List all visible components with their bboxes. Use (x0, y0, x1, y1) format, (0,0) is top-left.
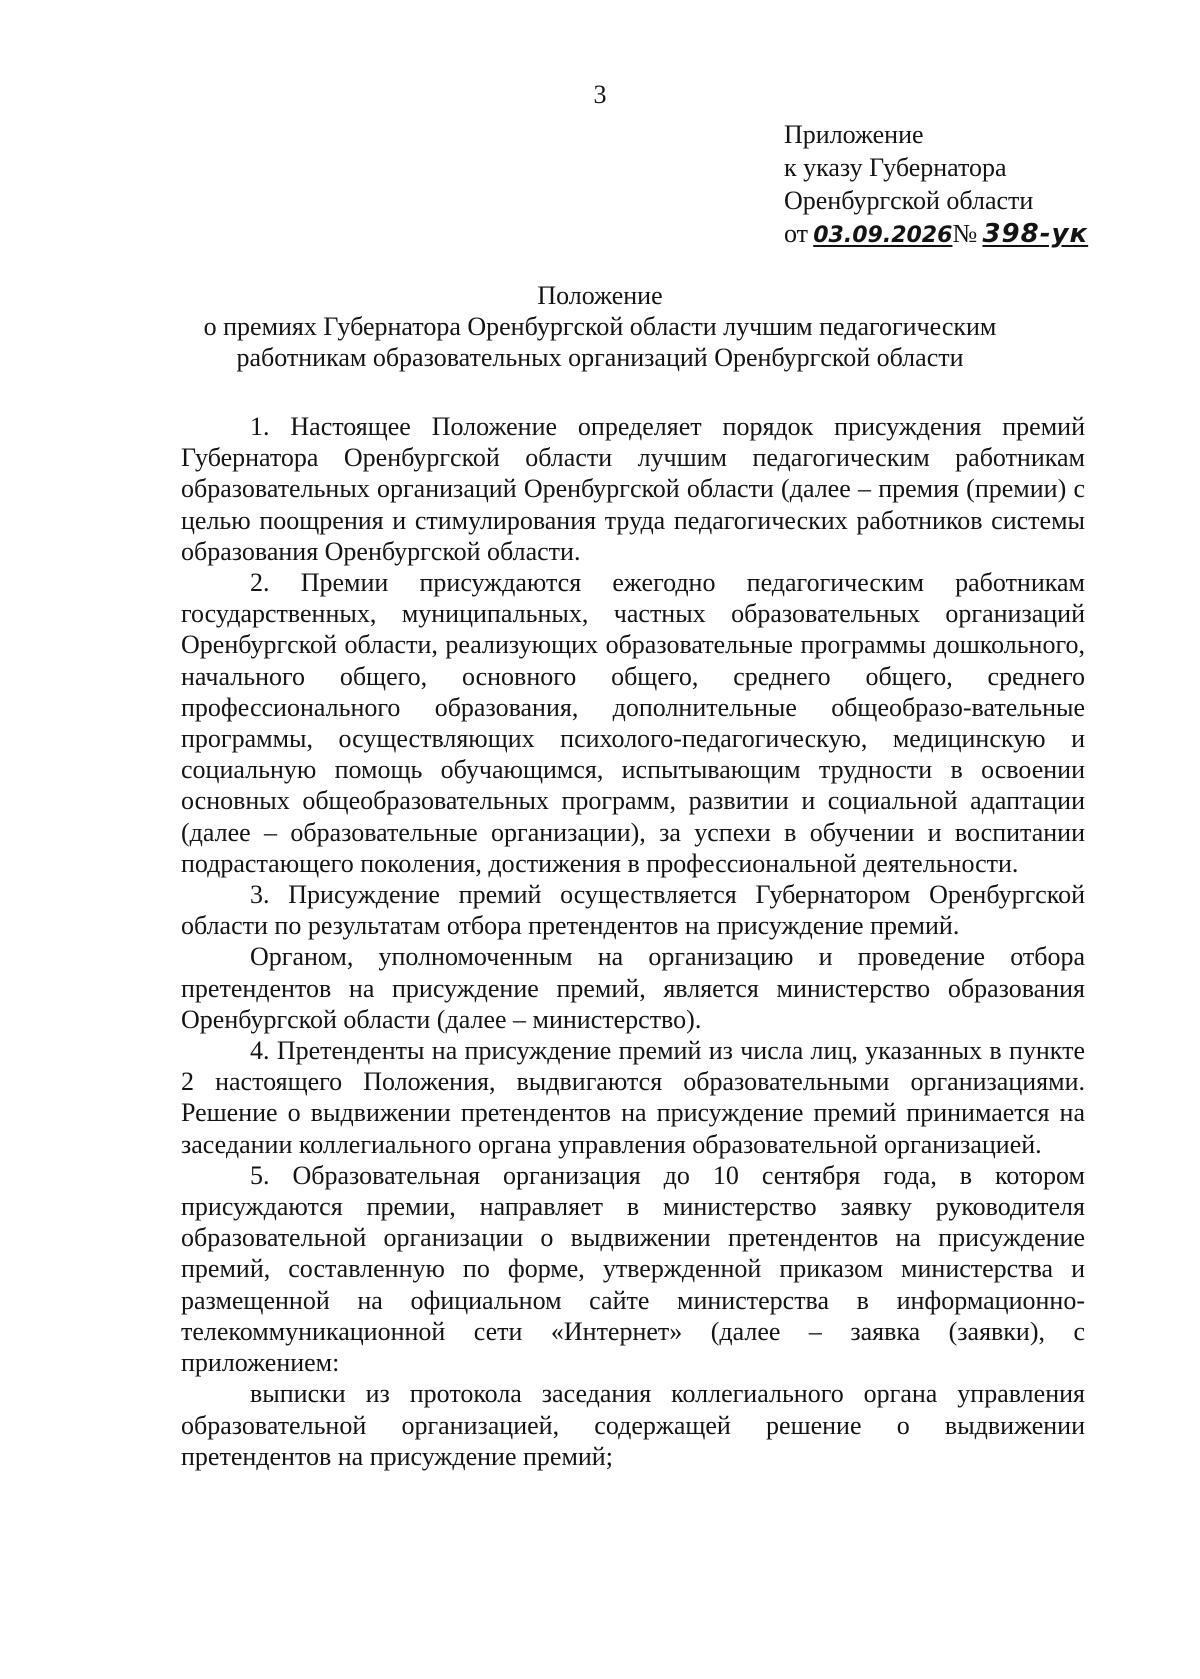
date-prefix: от (784, 219, 809, 248)
document-body (181, 411, 1085, 1472)
document-title (0, 280, 1200, 373)
handwritten-date: 03.09.2026 (813, 223, 953, 248)
paragraph-1: 1. Настоящее Положение определяет порядок присуждения премий Губернатора Оренбургской области лучшим педагогическим работникам образовательных организаций Оренбургской области (далее – премия (премии) с целью поощрения и стимулирования труда педагогических работников системы образования Оренбургской области. (181, 412, 1085, 566)
title-line: о премиях Губернатора Оренбургской области лучшим педагогическим (203, 312, 997, 341)
page-number: 3 (593, 80, 607, 109)
paragraph-4: 4. Претенденты на присуждение премий из числа лиц, указанных в пункте 2 настоящего Положения, выдвигаются образовательными организациями. Решение о выдвижении претендентов на присуждение премий принимается на заседании коллегиального органа управления образовательной организацией. (181, 1036, 1085, 1159)
handwritten-number: 398-ук (982, 219, 1089, 249)
appendix-line: Приложение (784, 120, 924, 149)
number-prefix: № (952, 219, 978, 248)
paragraph-5-item: выписки из протокола заседания коллегиального органа управления образовательной организацией, содержащей решение о выдвижении претендентов на присуждение премий; (181, 1379, 1085, 1471)
appendix-date-line (784, 217, 1088, 252)
paragraph-2: 2. Премии присуждаются ежегодно педагогическим работникам государственных, муниципальных, частных образовательных организаций Оренбургской области, реализующих образовательные программы дошкольного, начального общего, основного общего, среднего общего, среднего профессионального образования, дополнительные общеобразо-вательные программы, осуществляющих психолого-педагогическую, медицинскую и социальную помощь обучающимся, испытывающим трудности в освоении основных общеобразовательных программ, развитии и социальной адаптации (далее – образовательные организации), за успехи в обучении и воспитании подрастающего поколения, достижения в профессиональной деятельности. (181, 568, 1085, 878)
paragraph-3: 3. Присуждение премий осуществляется Губернатором Оренбургской области по результатам отбора претендентов на присуждение премий. (181, 880, 1085, 941)
appendix-line: к указу Губернатора (784, 153, 1007, 182)
paragraph-3-continuation: Органом, уполномоченным на организацию и проведение отбора претендентов на присуждение премий, является министерство образования Оренбургской области (далее – министерство). (181, 942, 1085, 1034)
paragraph-5: 5. Образовательная организация до 10 сентября года, в котором присуждаются премии, направляет в министерство заявку руководителя образовательной организации о выдвижении претендентов на присуждение премий, составленную по форме, утвержденной приказом министерства и размещенной на официальном сайте министерства в информационно-телекоммуникационной сети «Интернет» (далее – заявка (заявки), с приложением: (181, 1160, 1085, 1378)
title-heading: Положение (537, 281, 663, 310)
title-line: работникам образовательных организаций Оренбургской области (236, 343, 964, 372)
appendix-line: Оренбургской области (784, 186, 1034, 215)
appendix-block (784, 118, 1088, 252)
